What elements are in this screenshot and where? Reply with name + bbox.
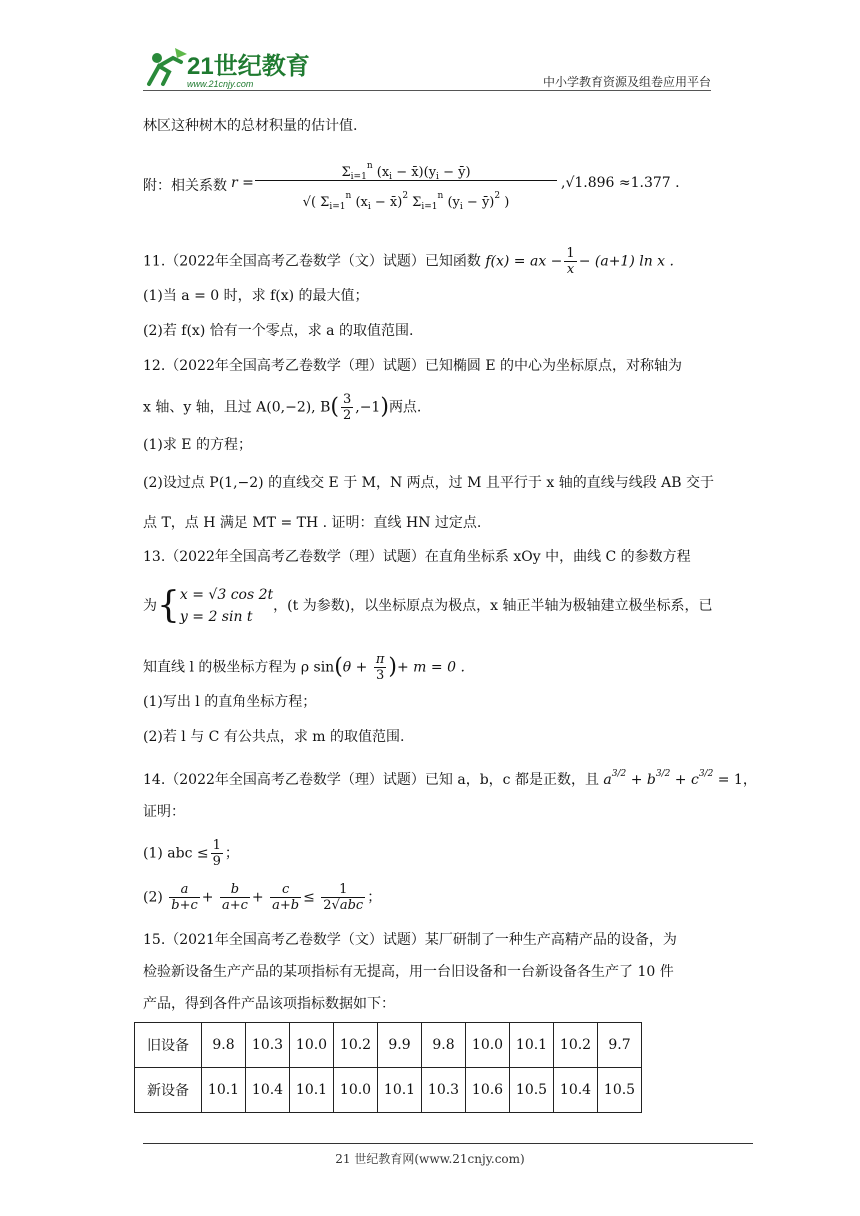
- text-line: 林区这种树木的总材积量的估计值.: [143, 118, 358, 134]
- r-symbol: r =: [231, 175, 254, 191]
- frac-a: $\frac{a}{b+c}$: [171, 882, 198, 913]
- table-cell: 10.3: [422, 1068, 466, 1113]
- footer-divider: [143, 1143, 753, 1144]
- svg-text:21世纪教育: 21世纪教育: [187, 53, 310, 80]
- row-label-new: 新设备: [135, 1068, 202, 1113]
- footer-link[interactable]: 21 世纪教育网(www.21cnjy.com): [335, 1152, 525, 1166]
- table-cell: 10.2: [554, 1023, 598, 1068]
- q15-line2: 检验新设备生产产品的某项指标有无提高，用一台旧设备和一台新设备各生产了 10 件: [143, 964, 674, 980]
- table-cell: 10.2: [334, 1023, 378, 1068]
- q15-line3: 产品，得到各件产品该项指标数据如下：: [143, 996, 395, 1012]
- q13-polar-text: 知直线 l 的极坐标方程为 ρ sin: [143, 659, 335, 676]
- fraction-1-over-x: $\frac{1}{x}$: [566, 246, 575, 277]
- question-12: 12.（2022年全国高考乙卷数学（理）试题）已知椭圆 E 的中心为坐标原点，对称轴为: [143, 358, 683, 374]
- page-header: [143, 40, 711, 90]
- header-divider: [143, 90, 711, 91]
- table-cell: 10.4: [246, 1068, 290, 1113]
- table-cell: 10.5: [598, 1068, 642, 1113]
- param-eq-x: x = √3 cos 2t: [179, 587, 274, 603]
- question-15: 15.（2021年全国高考乙卷数学（文）试题）某厂研制了一种生产高精产品的设备，为: [143, 932, 677, 948]
- q13-polar: 知直线 l 的极坐标方程为 ρ sin(θ + $\frac{\pi}{3}$ )+ m = 0 .: [143, 652, 465, 683]
- table-cell: 10.1: [510, 1023, 554, 1068]
- q14-part1-tail: ；: [224, 845, 239, 862]
- q12-points-text: x 轴、y 轴，且过 A(0,−2), B: [143, 399, 331, 416]
- sqrt-approx: ,√1.896 ≈1.377 .: [561, 175, 680, 191]
- table-cell: 9.8: [202, 1023, 246, 1068]
- q12-part2-cont: 点 T，点 H 满足 MT = TH . 证明：直线 HN 过定点.: [143, 515, 482, 531]
- header-site-name: 中小学教育资源及组卷应用平台: [542, 75, 711, 89]
- q13-system-tail: ，(t 为参数)，以坐标原点为极点，x 轴正半轴为极轴建立极坐标系，已: [273, 598, 713, 614]
- r-numerator: $\Sigma_{i=1}^n$ ($x_i$ − $x̄)(y_i$ − ȳ): [341, 161, 471, 182]
- table-cell: 10.0: [290, 1023, 334, 1068]
- appendix-label: 附：相关系数: [143, 178, 227, 194]
- table-cell: 10.0: [466, 1023, 510, 1068]
- row-label-old: 旧设备: [135, 1023, 202, 1068]
- q14-constraint: $a^{3/2} + b^{3/2} + c^{3/2}$: [603, 769, 714, 788]
- logo-21cnjy: [143, 44, 313, 90]
- table-cell: 10.3: [246, 1023, 290, 1068]
- q14-part1-text: (1) abc ≤: [143, 845, 209, 862]
- equipment-data-table: [134, 1022, 642, 1113]
- q12-part1: (1)求 E 的方程；: [143, 437, 252, 453]
- frac-rhs: $\frac{1}{\text{2√abc}}$: [323, 882, 364, 913]
- q13-wei: 为: [143, 598, 157, 614]
- table-cell: 10.1: [378, 1068, 422, 1113]
- q13-polar-tail: + m = 0 .: [397, 659, 465, 676]
- q13-system: [143, 584, 713, 624]
- table-row: [135, 1023, 642, 1068]
- fraction-pi-over-3: $\frac{\pi}{3}$: [375, 652, 385, 683]
- q12-points: x 轴、y 轴，且过 A(0,−2), B( $\frac{3}{2}$ ,−1)两点.: [143, 392, 422, 423]
- q14-prove: 证明：: [143, 804, 185, 820]
- question-13: 13.（2022年全国高考乙卷数学（理）试题）在直角坐标系 xOy 中，曲线 C 的参数方程: [143, 549, 691, 565]
- question-14: [143, 764, 757, 790]
- q11-part1: (1)当 a = 0 时，求 f(x) 的最大值；: [143, 288, 369, 304]
- q14-part2-label: (2): [143, 889, 163, 906]
- table-cell: 9.9: [378, 1023, 422, 1068]
- fraction-1-over-9: $\frac{1}{9}$: [212, 838, 221, 869]
- q12-points-tail: 两点.: [388, 399, 422, 416]
- q14-part2: (2) $\frac{a}{b+c}$ + $\frac{b}{a+c}$ + $\frac{c}{a+b}$ ≤ $\frac{1}{\text{2√abc}}$ ；: [143, 882, 382, 913]
- q11-function: f(x) = ax −: [485, 253, 563, 270]
- q13-part1: (1)写出 l 的直角坐标方程；: [143, 694, 317, 710]
- q11-part2: (2)若 f(x) 恰有一个零点，求 a 的取值范围.: [143, 323, 414, 339]
- parametric-system: [180, 584, 273, 628]
- frac-b: $\frac{b}{a+c}$: [221, 882, 248, 913]
- table-cell: 10.6: [466, 1068, 510, 1113]
- frac-c: $\frac{c}{a+b}$: [272, 882, 300, 913]
- table-row: [135, 1068, 642, 1113]
- q14-constraint-tail: = 1，: [717, 772, 757, 788]
- table-cell: 10.4: [554, 1068, 598, 1113]
- table-cell: 10.1: [290, 1068, 334, 1113]
- q14-part1: [143, 838, 239, 869]
- r-fraction: [255, 150, 557, 211]
- table-cell: 10.0: [334, 1068, 378, 1113]
- left-brace: {: [157, 585, 180, 626]
- table-cell: 10.1: [202, 1068, 246, 1113]
- table-cell: 9.7: [598, 1023, 642, 1068]
- table-cell: 9.8: [422, 1023, 466, 1068]
- fraction-3-over-2: $\frac{3}{2}$: [342, 392, 352, 423]
- q14-stem: 14.（2022年全国高考乙卷数学（理）试题）已知 a，b，c 都是正数，且: [143, 772, 599, 788]
- q13-part2: (2)若 l 与 C 有公共点，求 m 的取值范围.: [143, 729, 405, 745]
- q12-part2: (2)设过点 P(1,−2) 的直线交 E 于 M，N 两点，过 M 且平行于 x 轴的直线与线段 AB 交于: [143, 475, 715, 491]
- r-denominator: √( $\Sigma_{i=1}^n$ ($x_i$ − x̄)$^2$ $\Sigma_{i=1}^n$ ($y_i$ − ȳ)$^2$ ): [255, 180, 557, 211]
- svg-text:www.21cnjy.com: www.21cnjy.com: [187, 79, 254, 89]
- q11-function-tail: − (a+1) ln x .: [578, 253, 674, 270]
- q14-part2-tail: ；: [367, 889, 382, 906]
- question-11: [143, 246, 674, 277]
- q11-stem: 11.（2022年全国高考乙卷数学（文）试题）已知函数: [143, 253, 481, 270]
- param-eq-y: y = 2 sin t: [179, 609, 253, 625]
- table-cell: 10.5: [510, 1068, 554, 1113]
